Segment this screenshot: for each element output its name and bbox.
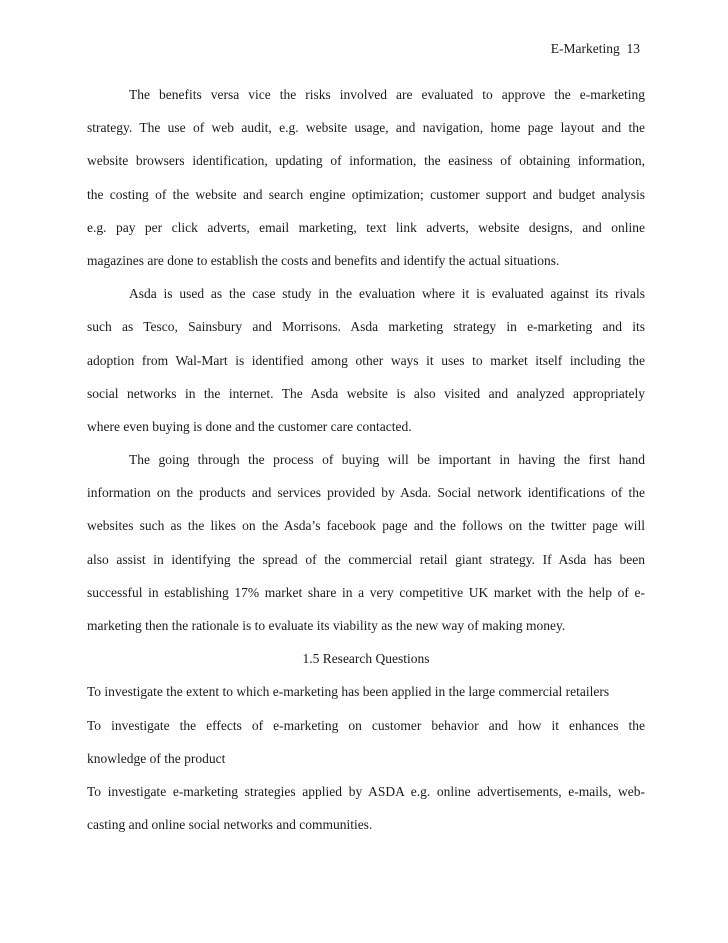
body-text [87, 86, 645, 849]
text-line: social networks in the internet. The Asda website is also visited and analyzed appropriately [87, 385, 645, 401]
section-heading: 1.5 Research Questions [302, 651, 430, 667]
text-line: The benefits versa vice the risks involved are evaluated to approve the e-marketing [129, 87, 645, 102]
research-question [87, 783, 645, 849]
paragraph [87, 86, 645, 285]
running-head [551, 40, 640, 58]
text-line: To investigate the extent to which e-marketing has been applied in the large commercial retailers [87, 684, 610, 700]
text-line: marketing then the rationale is to evaluate its viability as the new way of making money. [87, 618, 566, 633]
text-line: Asda is used as the case study in the evaluation where it is evaluated against its rivals [129, 286, 645, 302]
text-line: website browsers identification, updating of information, the easiness of obtaining information, [87, 153, 645, 169]
text-line: adoption from Wal-Mart is identified among other ways it uses to market itself including the [87, 352, 645, 368]
text-line: information on the products and services provided by Asda. Social network identifications of the [87, 485, 645, 501]
running-title: E-Marketing [550, 41, 620, 56]
text-line: The going through the process of buying will be important in having the first hand [129, 452, 645, 468]
text-line: e.g. pay per click adverts, email marketing, text link adverts, website designs, and online [87, 219, 645, 235]
text-line: magazines are done to establish the costs and benefits and identify the actual situations. [87, 252, 560, 268]
text-line: the costing of the website and search engine optimization; customer support and budget analysis [87, 186, 645, 202]
text-line: strategy. The use of web audit, e.g. website usage, and navigation, home page layout and the [87, 120, 645, 136]
research-question [87, 683, 645, 716]
text-line: websites such as the likes on the Asda’s facebook page and the follows on the twitter page will [87, 518, 645, 534]
text-line: To investigate the effects of e-marketing on customer behavior and how it enhances the [87, 717, 645, 733]
text-line: To investigate e-marketing strategies applied by ASDA e.g. online advertisements, e-mails, web- [87, 783, 645, 799]
text-line: knowledge of the product [87, 750, 226, 766]
paragraph [87, 285, 645, 451]
page-number: 13 [626, 41, 640, 56]
paragraph [87, 451, 645, 650]
text-line: such as Tesco, Sainsbury and Morrisons. Asda marketing strategy in e-marketing and its [87, 319, 645, 335]
text-line: successful in establishing 17% market share in a very competitive UK market with the help of e- [87, 584, 645, 600]
research-question [87, 717, 645, 783]
text-line: where even buying is done and the customer care contacted. [87, 418, 412, 434]
text-line: also assist in identifying the spread of the commercial retail giant strategy. If Asda has been [87, 551, 645, 567]
text-line: casting and online social networks and communities. [87, 817, 373, 833]
